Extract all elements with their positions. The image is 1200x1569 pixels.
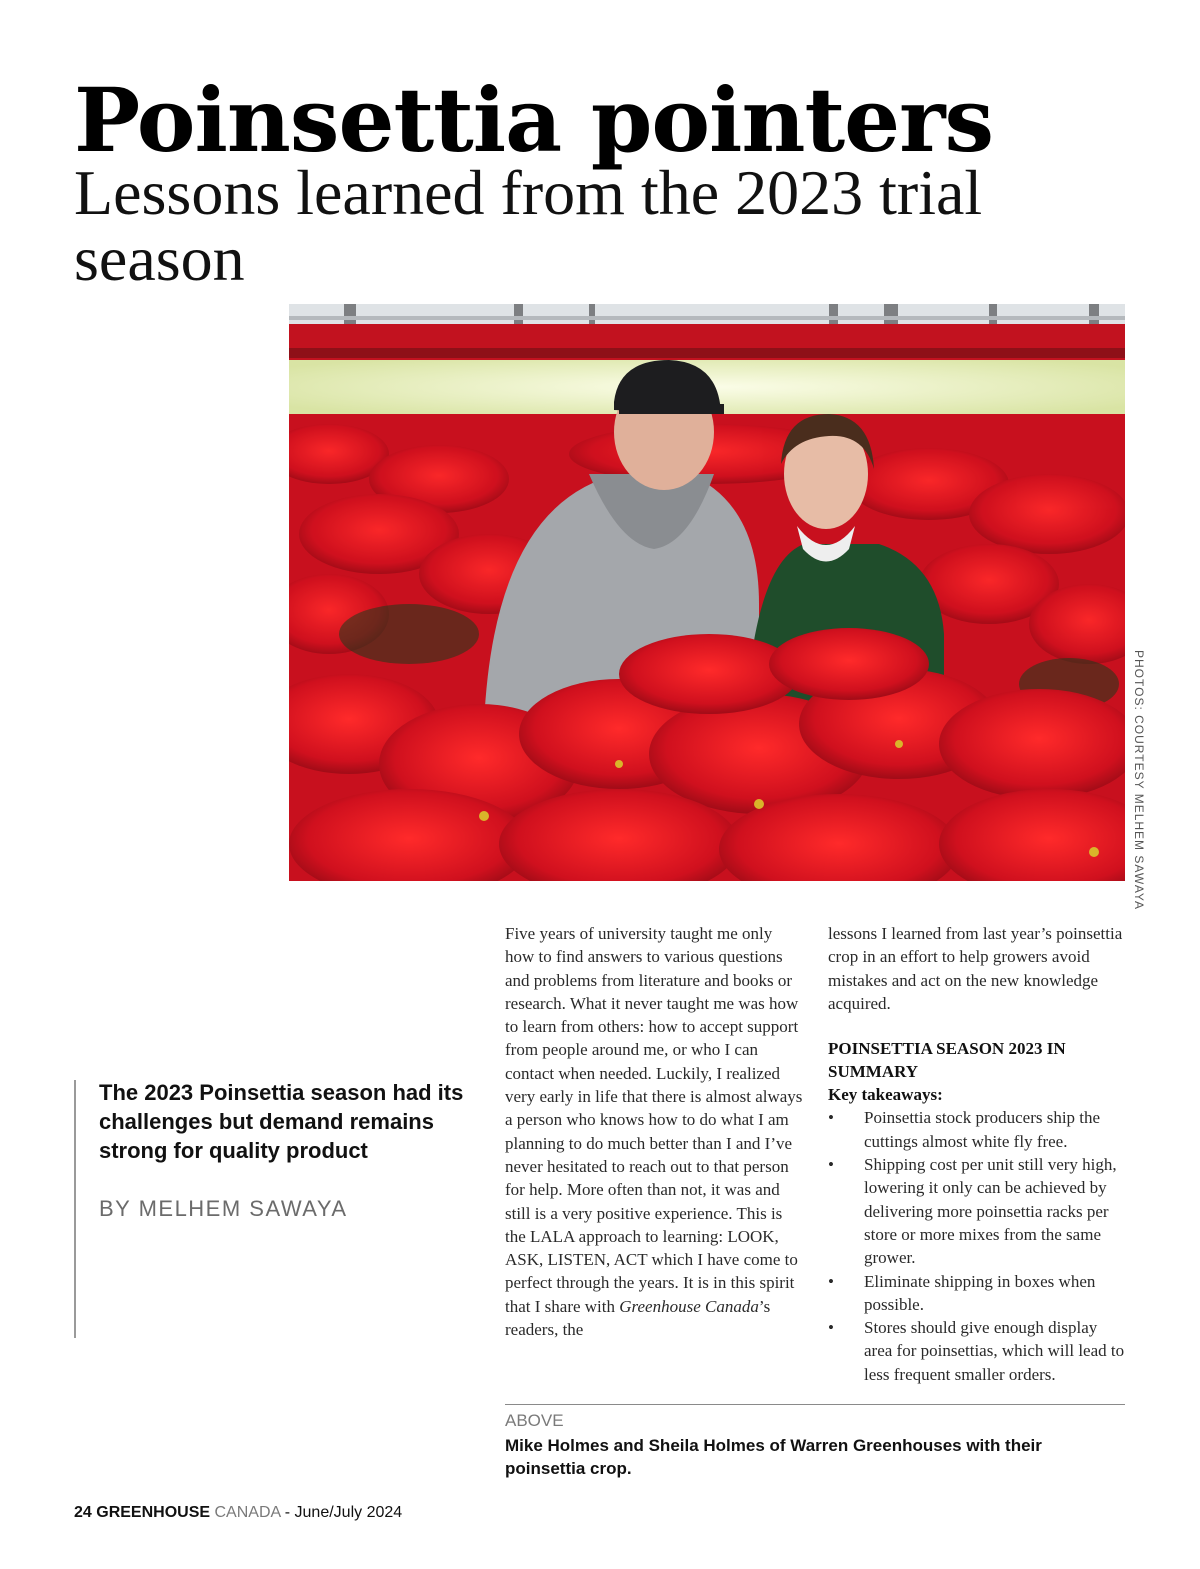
body-text: Five years of university taught me only how to find answers to various questions and problems from literature and books or research. What it never taught me was how to learn from others: how to accept support from people around me, or who I can contact when needed. Luckily, I realized very early in life that there is almost always a person who knows how to do what I am planning to do much better than I and I’ve never hesitated to reach out to that person for help. More often than not, it was and still is a very positive experience. This is the LALA approach to learning: LOOK, ASK, LISTEN, ACT which I have come to perfect through the years. It is in this spirit that I share with	[505, 924, 803, 1316]
magazine-name-light: CANADA	[214, 1504, 281, 1521]
list-item	[828, 1106, 1128, 1153]
bullet-icon: •	[828, 1271, 834, 1291]
deck-rule	[74, 1080, 76, 1338]
list-item-text: Eliminate shipping in boxes when possible.	[864, 1271, 1096, 1314]
key-takeaways-label: Key takeaways:	[828, 1085, 943, 1105]
bullet-icon: •	[828, 1318, 834, 1338]
magazine-name: GREENHOUSE	[96, 1504, 211, 1521]
article-title: Poinsettia pointers	[74, 68, 994, 172]
caption-label: ABOVE	[505, 1411, 564, 1430]
list-item-text: Stores should give enough display area for poinsettias, which will lead to less frequent smaller orders.	[864, 1318, 1125, 1384]
photo-credit: PHOTOS: COURTESY MELHEM SAWAYA	[1132, 650, 1146, 911]
body-paragraph-continued: lessons I learned from last year’s poinsettia crop in an effort to help growers avoid mistakes and act on the new knowledge acquired.	[828, 924, 1123, 1013]
article-photo	[289, 304, 1125, 881]
body-column-2	[828, 922, 1128, 1386]
page-number: 24	[74, 1504, 92, 1521]
article-subtitle: Lessons learned from the 2023 trial season	[74, 157, 983, 294]
article-deck: The 2023 Poinsettia season had its challenges but demand remains strong for quality product	[99, 1080, 464, 1163]
list-item	[828, 1316, 1128, 1386]
list-item	[828, 1270, 1128, 1317]
caption-rule	[505, 1404, 1125, 1405]
body-text-tail: ’s readers, the	[505, 1296, 771, 1340]
body-paragraph	[505, 922, 805, 1341]
list-item-text: Shipping cost per unit still very high, lowering it only can be achieved by delivering more poinsettia racks per store or more mixes from the same grower.	[864, 1155, 1117, 1268]
body-column-1	[505, 922, 805, 1341]
takeaways-list	[828, 1106, 1128, 1386]
bullet-icon: •	[828, 1155, 834, 1175]
list-item	[828, 1153, 1128, 1269]
page-footer	[74, 1504, 402, 1522]
list-item-text: Poinsettia stock producers ship the cuttings almost white fly free.	[864, 1108, 1101, 1151]
bullet-icon: •	[828, 1108, 834, 1128]
photo-caption: Mike Holmes and Sheila Holmes of Warren Greenhouses with their poinsettia crop.	[505, 1436, 1042, 1478]
byline: BY MELHEM SAWAYA	[99, 1196, 348, 1221]
magazine-name-italic: Greenhouse Canada	[619, 1296, 759, 1316]
issue-date: - June/July 2024	[284, 1504, 403, 1521]
section-heading: POINSETTIA SEASON 2023 IN SUMMARY	[828, 1039, 1066, 1082]
